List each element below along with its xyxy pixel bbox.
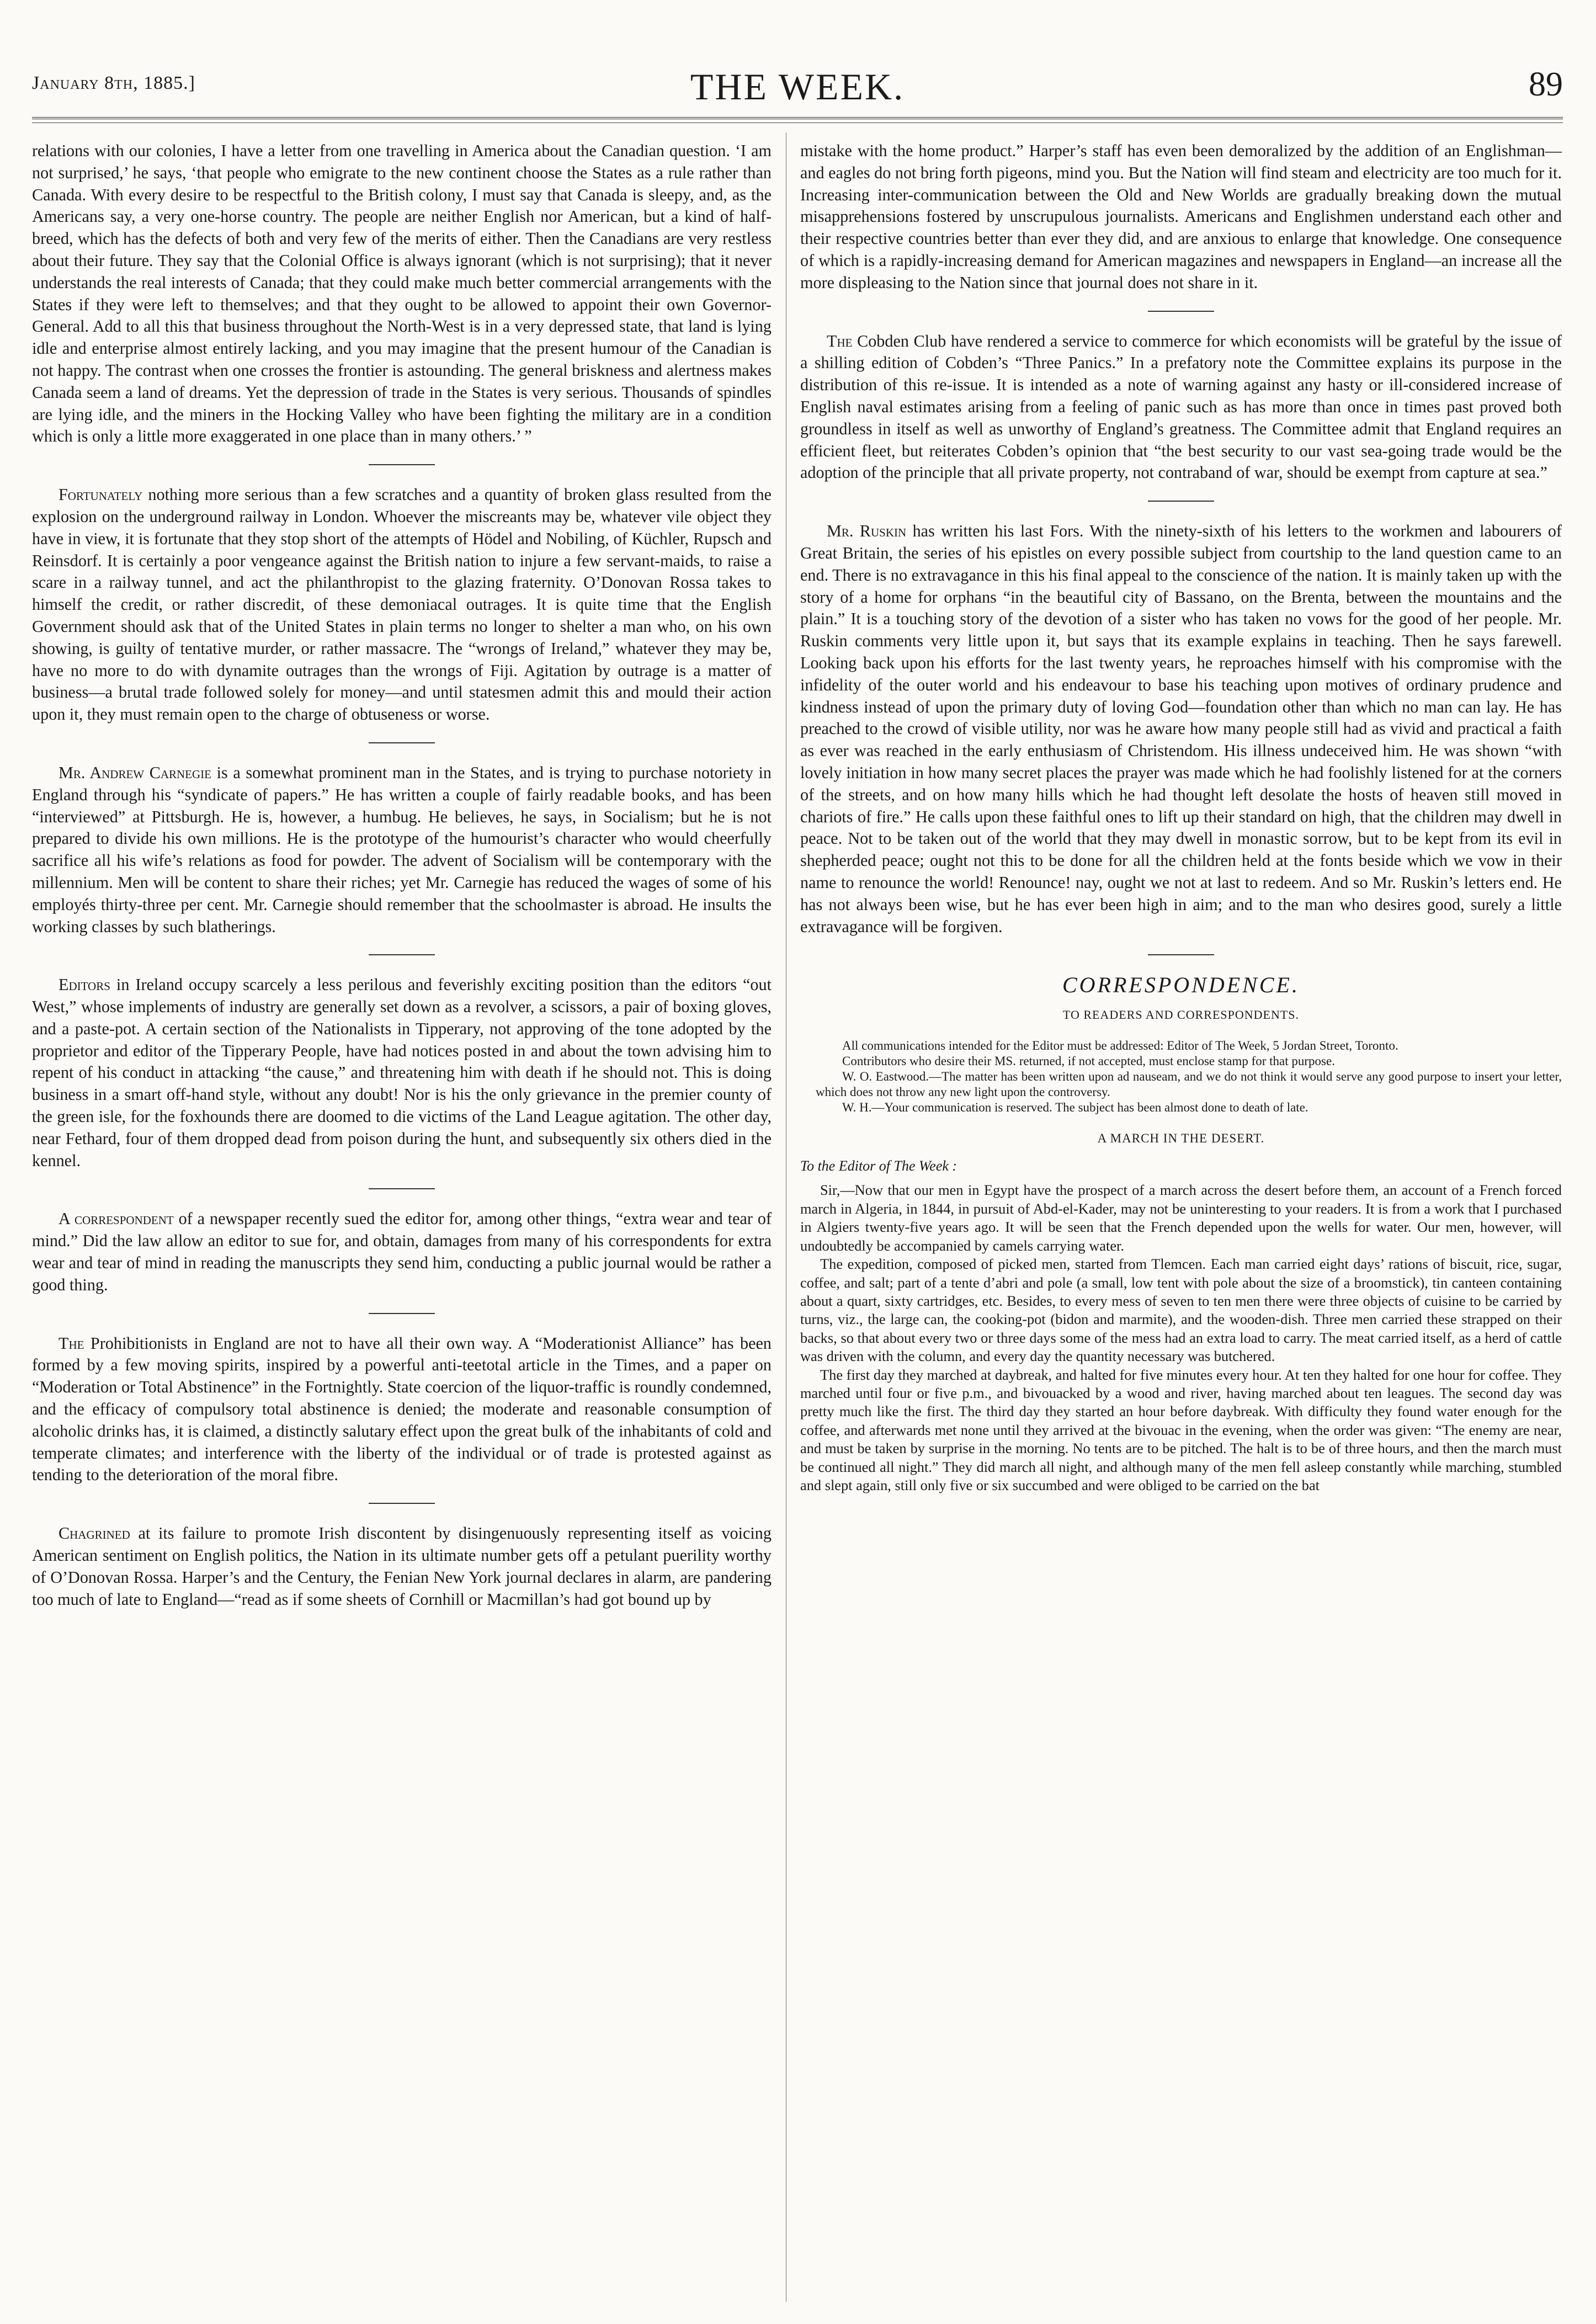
section-separator <box>369 464 435 465</box>
section-separator <box>369 742 435 743</box>
letter-salutation: To the Editor of The Week : <box>800 1157 957 1174</box>
lead-word: Chagrined <box>58 1524 130 1543</box>
letter-title: A MARCH IN THE DESERT. <box>1097 1131 1265 1145</box>
section-separator <box>369 954 435 955</box>
article-colonies: relations with our colonies, I have a letter from one travelling in America about the Canadian question. ‘I am not surprised,’ he says, ‘that people who emigrate to the new continent choose the States as a rule rather than Canada. With every desire to be respectful to the British colony, I must say that Canada is sleepy, and, as the Americans say, a very one-horse country. The people are neither English nor American, but a kind of half-breed, which has the defects of both and very few of the merits of either. Then the Canadians are very restless about their future. They say that the Colonial Office is always ignorant (which is not surprising); that it never understands the real interests of Canada; that they could make much better commercial arrangements with the States if they were left to themselves; and that they ought to be allowed to appoint their own Governor-General. Add to all this that business throughout the North-West is in a very depressed state, that land is lying idle and enterprise almost entirely lacking, and you may imagine that the present humour of the Canadian is not happy. The contrast when one crosses the frontier is astounding. The general briskness and alertness makes Canada seem a land of dreams. Yet the depression of trade in the States is very serious. Thousands of spindles are lying idle, and the miners in the Hocking Valley who have been fighting the military are in a condition which is only a little more exaggerated in one place than in many others.’ ” <box>32 141 772 446</box>
notice-contributors: Contributors who desire their MS. returned, if not accepted, must enclose stamp for that purpose. <box>842 1054 1335 1068</box>
lead-word: The <box>827 331 853 350</box>
article-text: of a newspaper recently sued the editor for, among other things, “extra wear and tear of mind.” Did the law allow an editor to sue for, and obtain, damages from many of his correspondents for extra wear and tear of mind in reading the manuscripts they send him, conducting a public journal would be rather a good thing. <box>32 1209 772 1294</box>
article-text: Prohibitionists in England are not to have all their own way. A “Moderationist Alliance” has been formed by a few moving spirits, inspired by a powerful anti-teetotal article in the Times, and a paper on “Moderation or Total Abstinence” in the Fortnightly. State coercion of the liquor-traffic is roundly condemned, and the efficacy of compulsory total abstinence is denied; the moderate and reasonable consumption of alcoholic drinks has, it is claimed, a distinctly salutary effect upon the great bulk of the inhabitants of cold and temperate climates; and interference with the liberty of the individual or of trade is protested against as tending to the deterioration of the moral fibre. <box>32 1333 772 1485</box>
lead-word: Fortunately <box>58 485 143 504</box>
article-explosion <box>32 484 772 726</box>
lead-word: A correspondent <box>58 1209 174 1229</box>
article-text: at its failure to promote Irish discontent by disingenuously representing itself as voicing American sentiment on English politics, the Nation in its ultimate number gets off a petulant puerility worthy of O’Donovan Rossa. Harper’s and the Century, the Fenian New York journal declares in alarm, are pandering too much of late to England—“read as if some sheets of Cornhill or Macmillan’s had got bound up by <box>32 1524 772 1609</box>
article-text: is a somewhat prominent man in the States, and is trying to purchase notoriety in England through his “syndicate of papers.” He has written a couple of fairly readable books, and has been “interviewed” at Pittsburgh. He is, however, a humbug. He believes, he says, in Socialism; but he is not prepared to divide his own millions. He is the prototype of the humourist’s character who would cheerfully sacrifice all his wife’s relations as food for powder. The advent of Socialism will be contemporary with the millennium. Men will be content to share their riches; yet Mr. Carnegie has reduced the wages of some of his employés thirty-three per cent. Mr. Carnegie should remember that the schoolmaster is abroad. He insults the working classes by such blatherings. <box>32 763 772 936</box>
letter-paragraph: Sir,—Now that our men in Egypt have the prospect of a march across the desert before them, an account of a French forced march in Algeria, in 1844, in pursuit of Abd-el-Kader, may not be uninteresting to your readers. It is from a work that I purchased in Algiers twenty-five years ago. It will be seen that the French depended upon the wells for water. Our men, however, will undoubtedly be accompanied by camels carrying water. <box>800 1182 1562 1254</box>
page-number: 89 <box>1529 66 1563 103</box>
letter-body <box>800 1181 1562 1495</box>
header-rule <box>32 117 1563 123</box>
article-correspondent <box>32 1208 772 1296</box>
lead-word: The <box>58 1333 84 1353</box>
lead-word: Mr. Andrew Carnegie <box>58 763 211 782</box>
lead-word: Editors <box>58 975 110 995</box>
article-text: nothing more serious than a few scratches and a quantity of broken glass resulted from the explosion on the underground railway in London. Whoever the miscreants may be, whatever vile object they have in view, it is fortunate that they stop short of the attempts of Hödel and Nobiling, of Küchler, Rupsch and Reinsdorf. It is certainly a poor vengeance against the British nation to injure a few servant-maids, to raise a scare in a railway tunnel, and act the philanthropist to the glazing fraternity. O’Donovan Rossa takes to himself the credit, or rather discredit, of these demoniacal outrages. It is quite time that the English Government should ask that of the United States in plain terms no longer to shelter a man who, on his own showing, is guilty of tentative murder, or rather massacre. The “wrongs of Ireland,” whatever they may be, have no more to do with dynamite outrages than the wrongs of Fiji. Agitation by outrage is a matter of business—a brutal trade followed solely for money—and until statesmen admit this and mould their action upon it, they must remain open to the charge of obtuseness or worse. <box>32 485 772 724</box>
section-separator <box>1148 954 1214 955</box>
section-separator <box>1148 501 1214 502</box>
article-nation <box>32 1523 772 1610</box>
right-column <box>800 140 1562 1495</box>
running-head <box>32 65 1563 115</box>
article-cobden-club <box>800 331 1562 485</box>
article-text: Cobden Club have rendered a service to commerce for which economists will be grateful by the issue of a shilling edition of Cobden’s “Three Panics.” In a prefatory note the Committee explains its purpose in the distribution of this re-issue. It is intended as a note of warning against any hasty or ill-considered increase of English naval estimates arising from a feeling of panic such as has more than once in times past proved both groundless in itself as well as unworthy of England’s greatness. The Committee admit that England requires an efficient fleet, but reiterates Cobden’s opinion that “the best security to our vast sea-going trade would be the adoption of the principle that all private property, not contraband of war, should be exempt from capture at sea.” <box>800 331 1562 482</box>
article-nation-continued: mistake with the home product.” Harper’s staff has even been demoralized by the addition of an Englishman—and eagles do not bring forth pigeons, mind you. But the Nation will find steam and electricity are too much for it. Increasing inter-communication between the Old and New Worlds are gradually breaking down the mutual misapprehensions fostered by unscrupulous journalists. Americans and Englishmen understand each other and their respective countries better than ever they did, and are anxious to enlarge that knowledge. One consequence of which is a rapidly-increasing demand for American magazines and newspapers in England—an increase all the more displeasing to the Nation since that journal does not share in it. <box>800 141 1562 292</box>
masthead-title: THE WEEK. <box>690 66 905 108</box>
lead-word: Mr. Ruskin <box>827 522 907 541</box>
article-text: has written his last Fors. With the ninety-sixth of his letters to the workmen and labourers of Great Britain, the series of his epistles on every possible subject from courtship to the land question came to an end. There is no extravagance in this his final appeal to the conscience of the nation. It is mainly taken up with the story of a home for orphans “in the beautiful city of Bassano, on the Brenta, between the mountains and the plain.” It is a touching story of the devotion of a sister who has taken no vows for the good of her people. Mr. Ruskin comments very little upon it, but says that its example explains in teaching. Then he says farewell. Looking back upon his efforts for the last twenty years, he reproaches himself with his compromise with the infidelity of the outer world and his endeavour to base his teaching upon motives of ordinary prudence and kindness instead of upon the primary duty of loving God—foundation other than which no man can lay. He has preached to the crowd of visible utility, nor was he aware how many people still had as vivid and practical a faith as ever was reached in the early enthusiasm of Christendom. His illness undeceived him. He was shown “with lovely initiation in how many secret places the prayer was made which he had foolishly listened for at the corners of the streets, and on how many hills which he had thought left desolate the hosts of heaven still moved in chariots of fire.” He calls upon these faithful ones to lift up their standard on high, that the children may dwell in peace. Not to be taken out of the world that they may dwell in monastic sorrow, but to be kept from its evil in shepherded peace; ought not this to be done for all the children held at the fonts beside which we vow in their name to renounce the world! Renounce! nay, ought we not at last to redeem. And so Mr. Ruskin’s letters end. He has not always been wise, but he has ever been high in aim; and to the man who desires good, surely a little extravagance will be forgiven. <box>800 522 1562 936</box>
correspondence-heading: CORRESPONDENCE. <box>1062 972 1300 998</box>
left-column <box>32 140 772 1610</box>
notice-editor-address: All communications intended for the Editor must be addressed: Editor of The Week, 5 Jordan Street, Toronto. <box>842 1038 1398 1052</box>
section-separator <box>369 1503 435 1504</box>
notice-wh: W. H.—Your communication is reserved. The subject has been almost done to death of late. <box>842 1100 1308 1114</box>
letter-paragraph: The first day they marched at daybreak, and halted for five minutes every hour. At ten they halted for one hour for coffee. They marched until four or five p.m., and bivouacked by a wood and river, having marched about ten leagues. The second day was pretty much like the first. The third day they started an hour before daybreak. With difficulty they found water enough for the coffee, and afterwards met none until they arrived at the bivouac in the evening, when the order was given: “The enemy are near, and must be taken by surprise in the morning. No tents are to be pitched. The halt is to be of three hours, and then the march must be continued all night.” They did march all night, and although many of the men fell asleep constantly while marching, stumbled and slept again, still only five or six succumbed and were obliged to be carried on the bat <box>800 1366 1562 1493</box>
article-editors-ireland <box>32 974 772 1172</box>
article-ruskin <box>800 520 1562 938</box>
article-carnegie <box>32 762 772 938</box>
issue-date: January 8th, 1885.] <box>32 73 195 93</box>
correspondence-subheading: TO READERS AND CORRESPONDENTS. <box>1062 1008 1300 1022</box>
article-prohibitionists <box>32 1333 772 1487</box>
letter-paragraph: The expedition, composed of picked men, started from Tlemcen. Each man carried eight days’ rations of biscuit, rice, sugar, coffee, and salt; part of a tente d’abri and pole (a small, low tent with pole about the size of a broomstick), tin canteen containing about a quart, sixty cartridges, etc. Besides, to every mess of seven to ten men there were three objects of cuisine to be carried by turns, viz., the large can, the cooking-pot (bidon and marmite), and the wooden-dish. Three men carried these strapped on their backs, so that about every two or three days some of the mess had an extra load to carry. The meat carried itself, as a herd of cattle was driven with the column, and every day the quantity necessary was butchered. <box>800 1256 1562 1365</box>
section-separator <box>1148 311 1214 312</box>
notice-eastwood: W. O. Eastwood.—The matter has been written upon ad nauseam, and we do not think it would serve any good purpose to insert your letter, which does not throw any new light upon the controversy. <box>816 1069 1562 1099</box>
section-separator <box>369 1313 435 1314</box>
section-separator <box>369 1188 435 1189</box>
article-text: in Ireland occupy scarcely a less perilous and feverishly exciting position than the editors “out West,” whose implements of industry are generally set down as a revolver, a scissors, a pair of boxing gloves, and a paste-pot. A certain section of the Nationalists in Tipperary, not approving of the tone adopted by the proprietor and editor of the Tipperary People, have had notices posted in and about the town advising him to repent of his conduct in attacking “the cause,” and threatening him with death if he should not. This is doing business in a smart off-hand style, without any doubt! Nor is his the only grievance in the premier county of the green isle, for the foxhounds there are doomed to die victims of the Land League agitation. The other day, near Fethard, four of them dropped dead from poison during the hunt, and subsequently six others died in the kennel. <box>32 975 772 1170</box>
